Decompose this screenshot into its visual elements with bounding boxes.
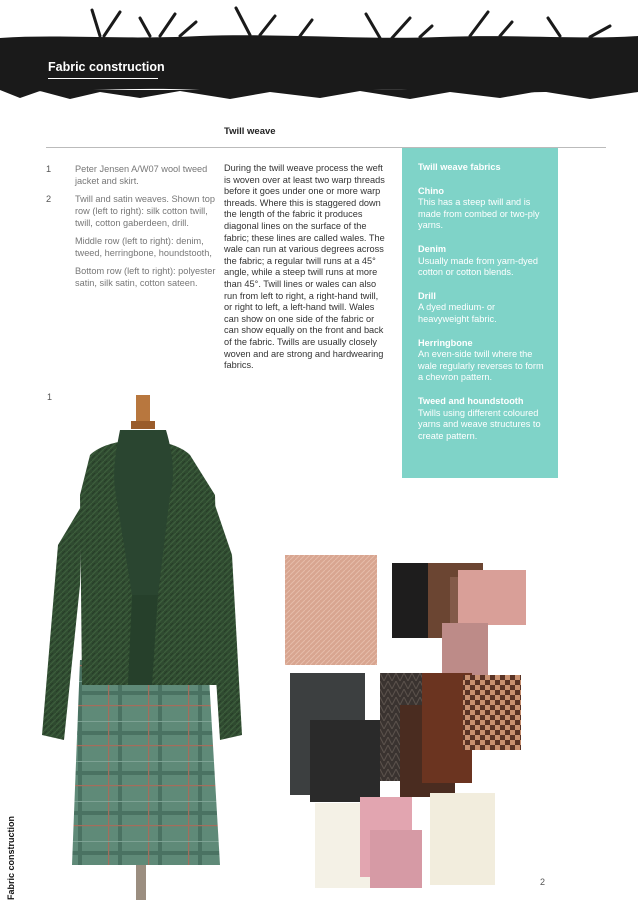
- sidebar-definition: A dyed medium- or heavyweight fabric.: [418, 302, 497, 324]
- caption-middle-row: Middle row (left to right): denim, tweed, herringbone, houndstooth,: [75, 236, 212, 258]
- caption-number: 1: [46, 164, 52, 174]
- sidebar-term: Chino: [418, 185, 445, 196]
- page-number: 2: [540, 877, 546, 887]
- caption-item: [46, 163, 216, 187]
- fabric-swatches-photo: [280, 545, 610, 890]
- section-heading: Twill weave: [224, 126, 276, 137]
- caption-number: 2: [46, 194, 52, 204]
- sidebar-box: [402, 148, 558, 478]
- sidebar-term: Denim: [418, 243, 447, 254]
- sidebar-term: Drill: [418, 290, 436, 301]
- header-underline: [48, 78, 158, 79]
- caption-bottom-row: Bottom row (left to right): polyester satin, silk satin, cotton sateen.: [75, 266, 216, 288]
- captions: [46, 163, 216, 295]
- caption-text: Twill and satin weaves. Shown top row (left to right): silk cotton twill, twill, cotton gaberdeen, drill.: [75, 194, 215, 228]
- header-banner: [0, 0, 638, 100]
- caption-text: Peter Jensen A/W07 wool tweed jacket and skirt.: [75, 164, 208, 186]
- sidebar-definition: This has a steep twill and is made from combed or two-ply yarns.: [418, 197, 540, 231]
- outfit-photo: [20, 395, 250, 900]
- sidebar-term: Herringbone: [418, 337, 473, 348]
- body-paragraph: During the twill weave process the weft is woven over at least two warp threads before it goes under one or more warp threads. Where this is staggered down the length of the fabric it produces diagonal lines on the surface of the fabric; these lines are called wales. The wale can run at various degrees across the fabric; a regular twill runs at a 45° angle, while a steep twill runs at more than 45°. Twill lines or wales can also run from left to right, a right-hand twill, or right to left, a left-hand twill. Wales can show on one side of the fabric or can show equally on the front and back of the fabric. Twills are usually closely woven and are strong and hardwearing fabrics.: [224, 163, 385, 371]
- sidebar-content: [418, 162, 548, 454]
- page-header-title: Fabric construction: [48, 60, 165, 74]
- caption-item: [46, 193, 216, 229]
- sidebar-definition: Twills using different coloured yarns and weave structures to create pattern.: [418, 407, 541, 441]
- sidebar-term: Tweed and houndstooth: [418, 395, 524, 406]
- sidebar-definition: Usually made from yarn-dyed cotton or cotton blends.: [418, 255, 538, 278]
- sidebar-title: Twill weave fabrics: [418, 162, 501, 172]
- sidebar-definition: An even-side twill where the wale regularly reverses to form a chevron pattern.: [418, 349, 544, 383]
- image-number-label: 1: [47, 392, 53, 402]
- side-section-label: Fabric construction: [6, 815, 16, 900]
